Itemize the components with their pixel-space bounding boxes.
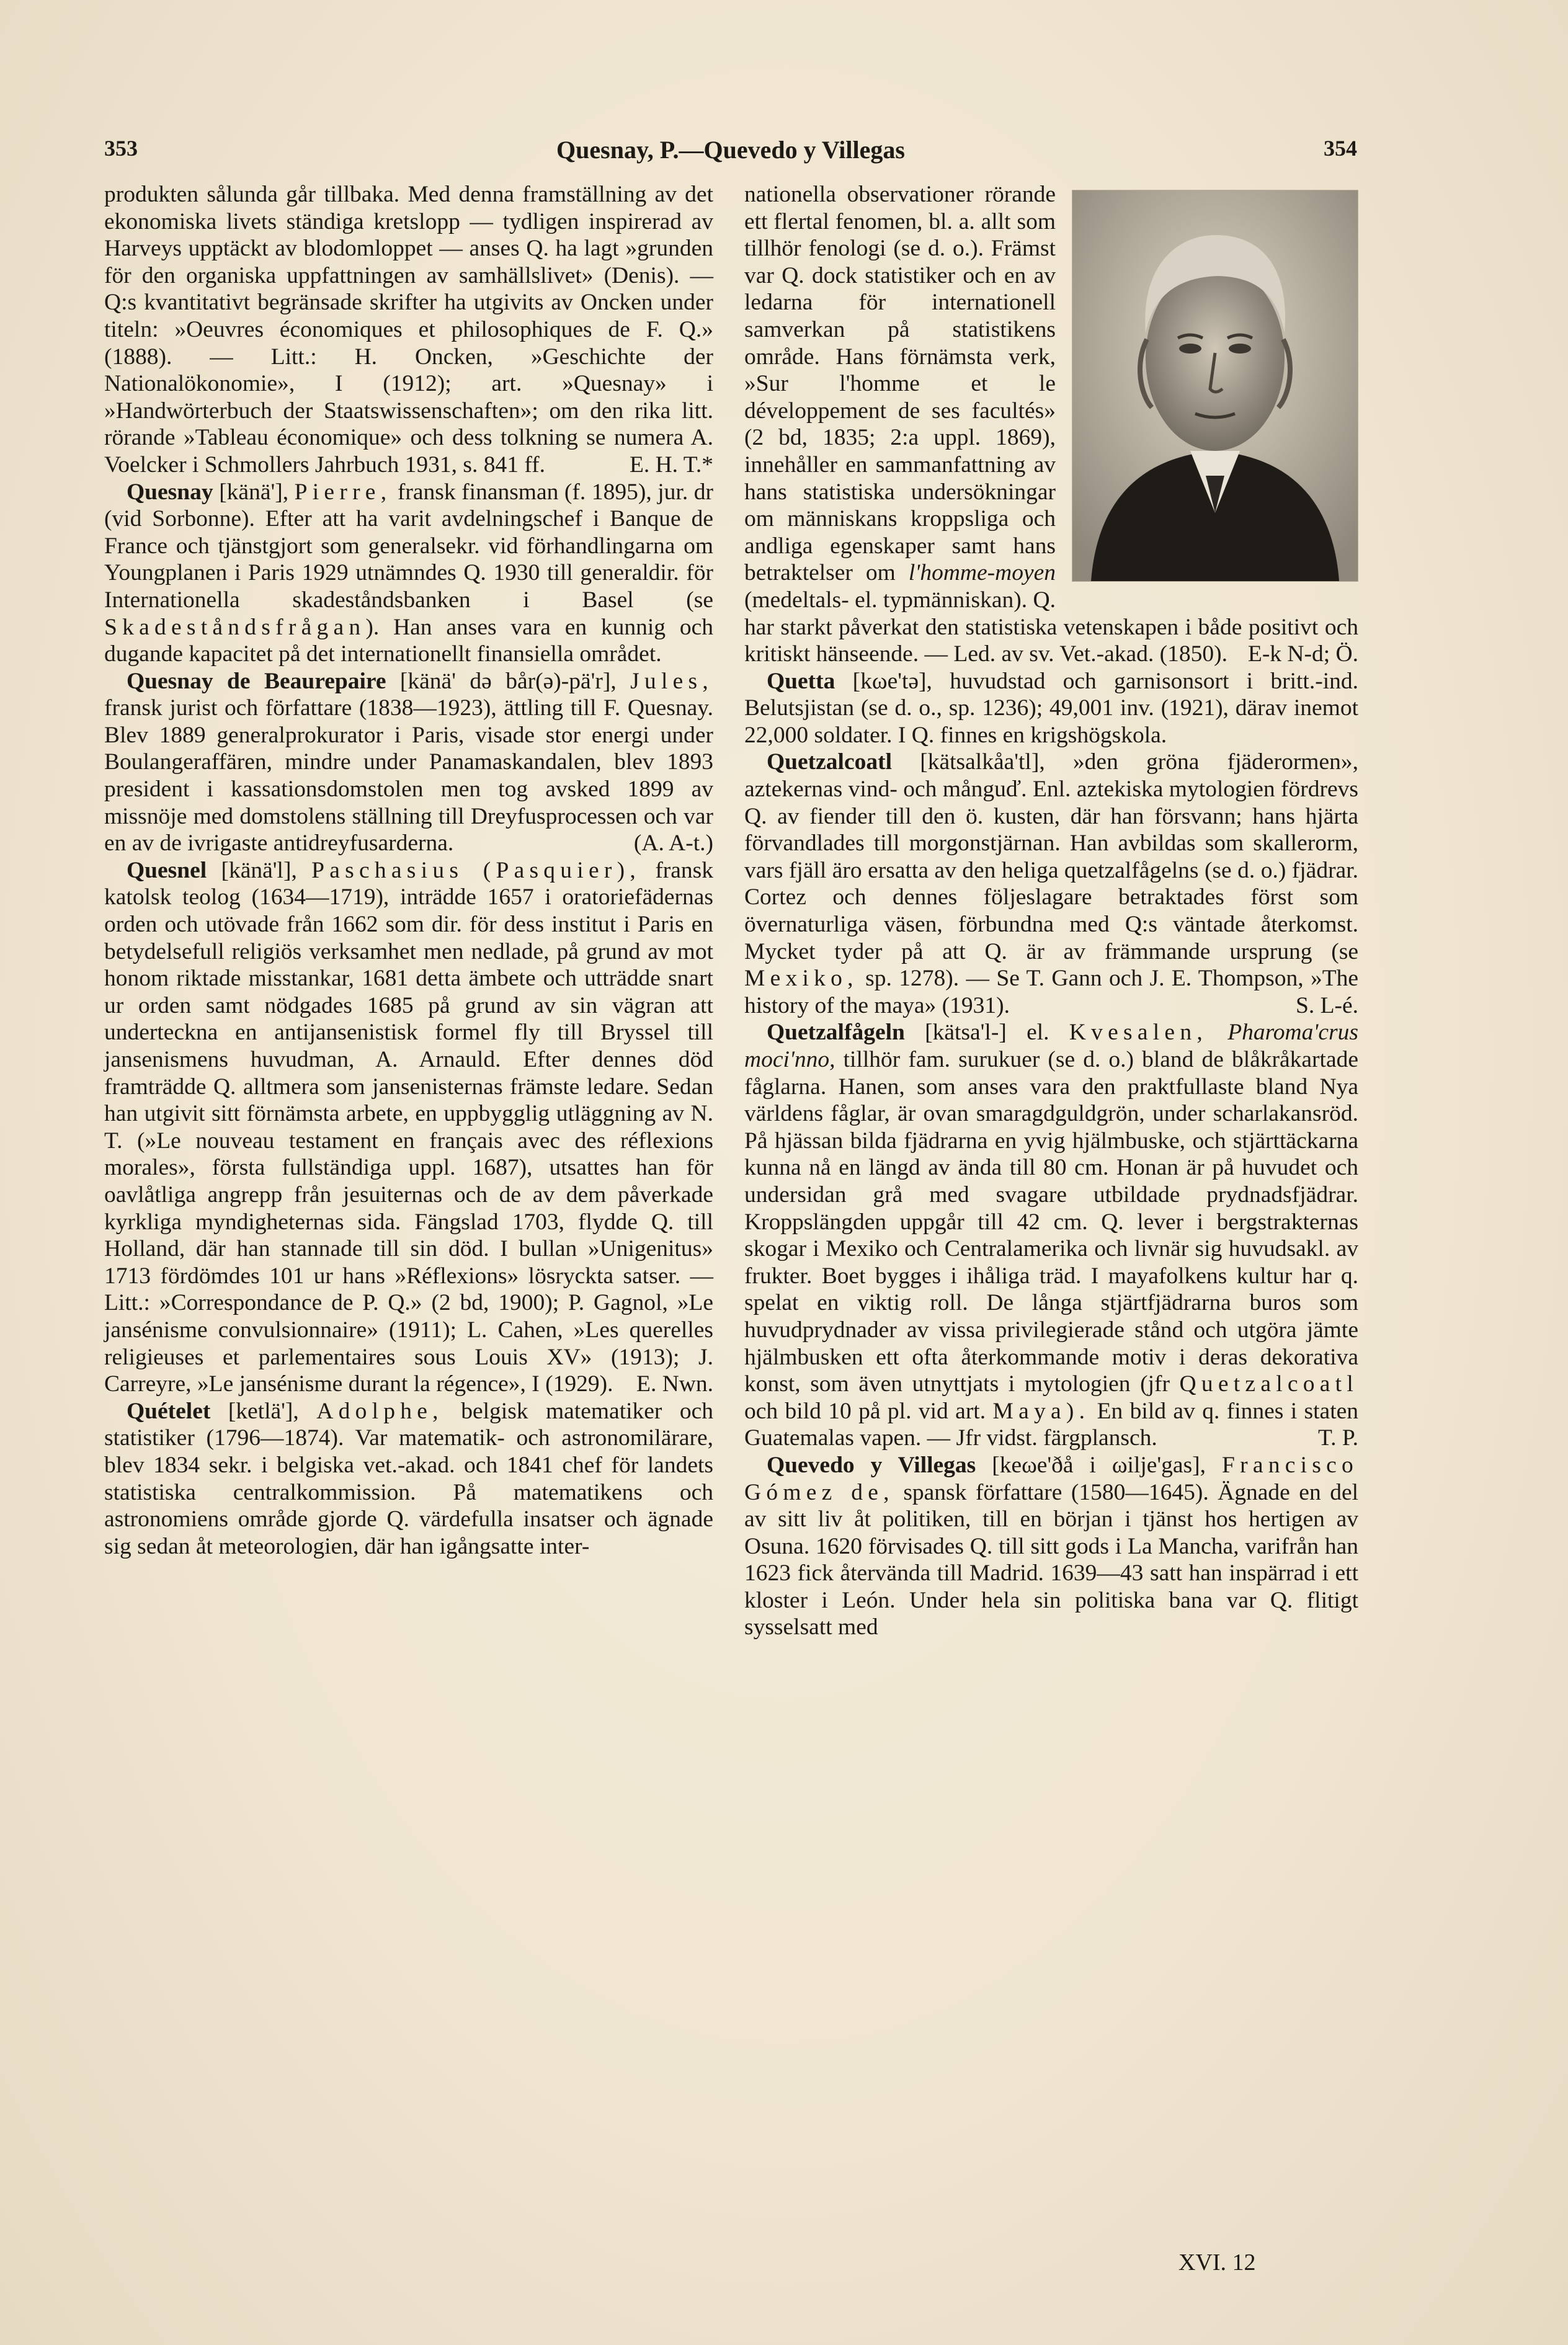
author-signature: E-k N-d; Ö. xyxy=(1247,641,1358,667)
author-signature: S. L-é. xyxy=(1295,992,1358,1018)
author-signature: E. H. T.* xyxy=(629,452,713,478)
entry-quesnay-de-beaurepaire: Quesnay de Beaurepaire [känä' də bår(ə)-pä'r], Jules, fransk jurist och författare (1838—1923), ättling till F. Quesnay. Blev 1889 generalprokurator i Paris, visade stor energi under Boulangeraffären, mindre under Panamaskandalen, blev 1893 president i kassationsdomstolen men tog avsked 1899 av missnöje med domstolens ställning till Dreyfusprocessen och var en av de ivrigaste antidreyfusarderna. (A. A-t.) xyxy=(104,668,714,857)
author-signature: E. Nwn. xyxy=(636,1371,713,1397)
entry-quetzalfageln: Quetzalfågeln [kätsa'l-] el. Kvesalen, Pharoma'crus moci'nno, tillhör fam. surukuer (se d. o.) bland de blåkråkartade fåglarna. Hanen, som anses vara den praktfullaste bland Nya världens fåglar, är ovan smaragdguldgrön, under scharlakansröd. På hjässan bilda fjädrarna en yvig hjälmbuske, och stjärttäckarna kunna nå en längd av ända till 80 cm. Honan är på huvudet och undersidan grå med svagare utbildade prydnadsfjädrar. Kroppslängden uppgår till 42 cm. Q. lever i bergstrakternas skogar i Mexiko och Centralamerika och livnär sig huvudsakl. av frukter. Boet bygges i ihåliga träd. I mayafolkens kultur har q. spelat en viktig roll. De långa stjärtfjädrarna buros som huvudprydnader av vissa privilegierade stånd och utgöra jämte hjälmbusken ett ofta återkommande motiv i deras dekorativa konst, som även utnyttjats i mytologien (jfr Quetzalcoatl och bild 10 på pl. vid art. Maya). En bild av q. finnes i staten Guatemalas vapen. — Jfr vidst. färgplansch. T. P. xyxy=(744,1020,1359,1451)
left-column xyxy=(104,181,713,1560)
entry-quesnay-pierre: Quesnay [känä'], Pierre, fransk finansman (f. 1895), jur. dr (vid Sorbonne). Efter att ha varit avdelningschef i Banque de France och tjänstgjort som generalsekr. vid förhandlingarna om Youngplanen i Paris 1929 utnämndes Q. 1930 till generaldir. för Internationella skadeståndsbanken i Basel (se Skadeståndsfrågan). Han anses vara en kunnig och dugande kapacitet på det internationellt finansiella området. xyxy=(104,479,714,667)
entry-headword: Quesnay xyxy=(127,479,213,505)
cross-reference[interactable]: Quetzalcoatl xyxy=(1179,1371,1359,1397)
page-header xyxy=(104,135,1357,172)
page-title: Quesnay, P.—Quevedo y Villegas xyxy=(556,136,905,164)
entry-headword: Quevedo y Villegas xyxy=(767,1452,976,1478)
page-number-left: 353 xyxy=(104,136,138,161)
cross-reference[interactable]: Maya). xyxy=(992,1398,1090,1424)
portrait-engraving-icon xyxy=(1072,190,1358,582)
entry-quetelet: Quételet [ketlä'], Adolphe, belgisk matematiker och statistiker (1796—1874). Var matematik- och astronomilärare, blev 1834 sekr. i belgiska vet.-akad. och 1841 chef för landets statistiska centralkommission. På matematikens och astronomiens område gjorde Q. värdefulla insatser och ägnade sig sedan åt meteorologien, där han igångsatte inter- xyxy=(104,1398,714,1559)
entry-headword: Quesnay de Beaurepaire xyxy=(127,668,386,694)
entry-headword: Quetzalcoatl xyxy=(767,749,893,775)
entry-quesnel: Quesnel [känä'l], Paschasius (Pasquier), fransk katolsk teolog (1634—1719), inträdde 1657 i oratoriefädernas orden och utövade från 1662 som dir. för dess institut i Paris en betydelsefull religiös verksamhet men nedlade, på grund av mot honom riktade misstankar, 1681 detta ämbete och utträdde snart ur orden samt nödgades 1685 på grund av sin vägran att underteckna en antijansenistisk formel fly till Bryssel till jansenismens huvudman, A. Arnauld. Efter dennes död framträdde Q. alltmera som jansenisternas främste ledare. Sedan han utgivit sitt förnämsta arbete, en uppbygglig utläggning av N. T. (»Le nouveau testament en français avec des réflexions morales», första fullständiga uppl. 1687), utsattes han för oavlåtliga angrepp från jesuiternas och de av dem påverkade kyrkliga myndigheternas sida. Fängslad 1703, flydde Q. till Holland, där han stannade till sin död. I bullan »Unigenitus» 1713 fördömdes 101 ur hans »Réflexions» lösryckta satser. — Litt.: »Correspondance de P. Q.» (2 bd, 1900); P. Gagnol, »Le jansénisme convulsionnaire» (1911); L. Cahen, »Les querelles religieuses et parlementaires sous Louis XV» (1913); J. Carreyre, »Le jansénisme durant la régence», I (1929). E. Nwn. xyxy=(104,857,714,1397)
right-column xyxy=(744,181,1358,1641)
sheet-signature: XVI. 12 xyxy=(1178,2249,1256,2276)
entry-headword: Quetta xyxy=(767,668,835,694)
page-number-right: 354 xyxy=(1324,136,1357,161)
entry-headword: Quételet xyxy=(127,1398,211,1424)
entry-quetelet-continued: nationella observationer rörande ett flertal fenomen, bl. a. allt som tillhör fenologi (se d. o.). Främst var Q. dock statistiker och en av ledarna för internationell samverkan på statistikens område. Hans förnämsta verk, »Sur l'homme et le développement de ses facultés» (2 bd, 1835; 2:a uppl. 1869), innehåller en sammanfattning av hans statistiska undersökningar om människans kroppsliga och andliga egenskaper samt hans betraktelser om l'homme-moyen (medeltals- el. typmänniskan). Q. har starkt påverkat den statistiska vetenskapen i både positivt och kritiskt hänseende. — Led. av sv. Vet.-akad. (1850). E-k N-d; Ö. xyxy=(744,182,1358,667)
entry-quesnay-continued: produkten sålunda går tillbaka. Med denna framställning av det ekonomiska livets ständiga kretslopp — tydligen inspirerad av Harveys upptäckt av blodomloppet — anses Q. ha lagt »grunden för den organiska uppfattningen av samhällslivet» (Denis). — Q:s kvantitativt begränsade skrifter ha utgivits av Oncken under titeln: »Oeuvres économiques et philosophiques de F. Q.» (1888). — Litt.: H. Oncken, »Geschichte der Nationalökonomie», I (1912); art. »Quesnay» i »Handwörterbuch der Staatswissenschaften»; om den rika litt. rörande »Tableau économique» och dess tolkning se numera A. Voelcker i Schmollers Jahrbuch 1931, s. 841 ff. E. H. T.* xyxy=(104,182,713,478)
author-signature: (A. A-t.) xyxy=(633,830,713,857)
author-signature: T. P. xyxy=(1318,1425,1358,1451)
cross-reference[interactable]: Skadeståndsfrågan xyxy=(104,614,366,640)
entry-quevedo-y-villegas: Quevedo y Villegas [keωe'ðå i ωilje'gas], Francisco Gómez de, spansk författare (1580—1645). Ägnade en del av sitt liv åt politiken, till en början i tjänst hos hertigen av Osuna. 1620 förvisades Q. till sitt gods i La Mancha, varifrån han 1623 fick återvända till Madrid. 1639—43 satt han inspärrad i ett kloster i León. Under hela sin politiska bana var Q. flitigt sysselsatt med xyxy=(744,1452,1359,1640)
cross-reference[interactable]: Mexiko, xyxy=(744,966,858,992)
entry-headword: Quesnel xyxy=(127,857,207,883)
entry-headword: Quetzalfågeln xyxy=(767,1020,905,1046)
cross-reference[interactable]: Kvesalen, xyxy=(1069,1020,1208,1046)
entry-quetta: Quetta [kωe'tə], huvudstad och garnisonsort i britt.-ind. Belutsjistan (se d. o., sp. 1236); 49,001 inv. (1921), därav inemot 22,000 soldater. I Q. finnes en krigshögskola. xyxy=(744,668,1359,748)
entry-quetzalcoatl: Quetzalcoatl [kätsalkåa'tl], »den gröna fjäderormen», aztekernas vind- och månguď. Enl. aztekiska mytologien fördrevs Q. av fiender till den ö. kusten, där han försvann; hans hjärta förvandlades till morgonstjärnan. Han avbildas som skallerorm, vars fjäll äro ersatta av den heliga quetzalfågelns (se d. o.) fjädrar. Cortez och dennes följeslagare betraktades först som övernaturliga väsen, förbundna med Q:s väntade återkomst. Mycket tyder på att Q. är av främmande ursprung (se Mexiko, sp. 1278). — Se T. Gann och J. E. Thompson, »The history of the maya» (1931). S. L-é. xyxy=(744,749,1358,1018)
